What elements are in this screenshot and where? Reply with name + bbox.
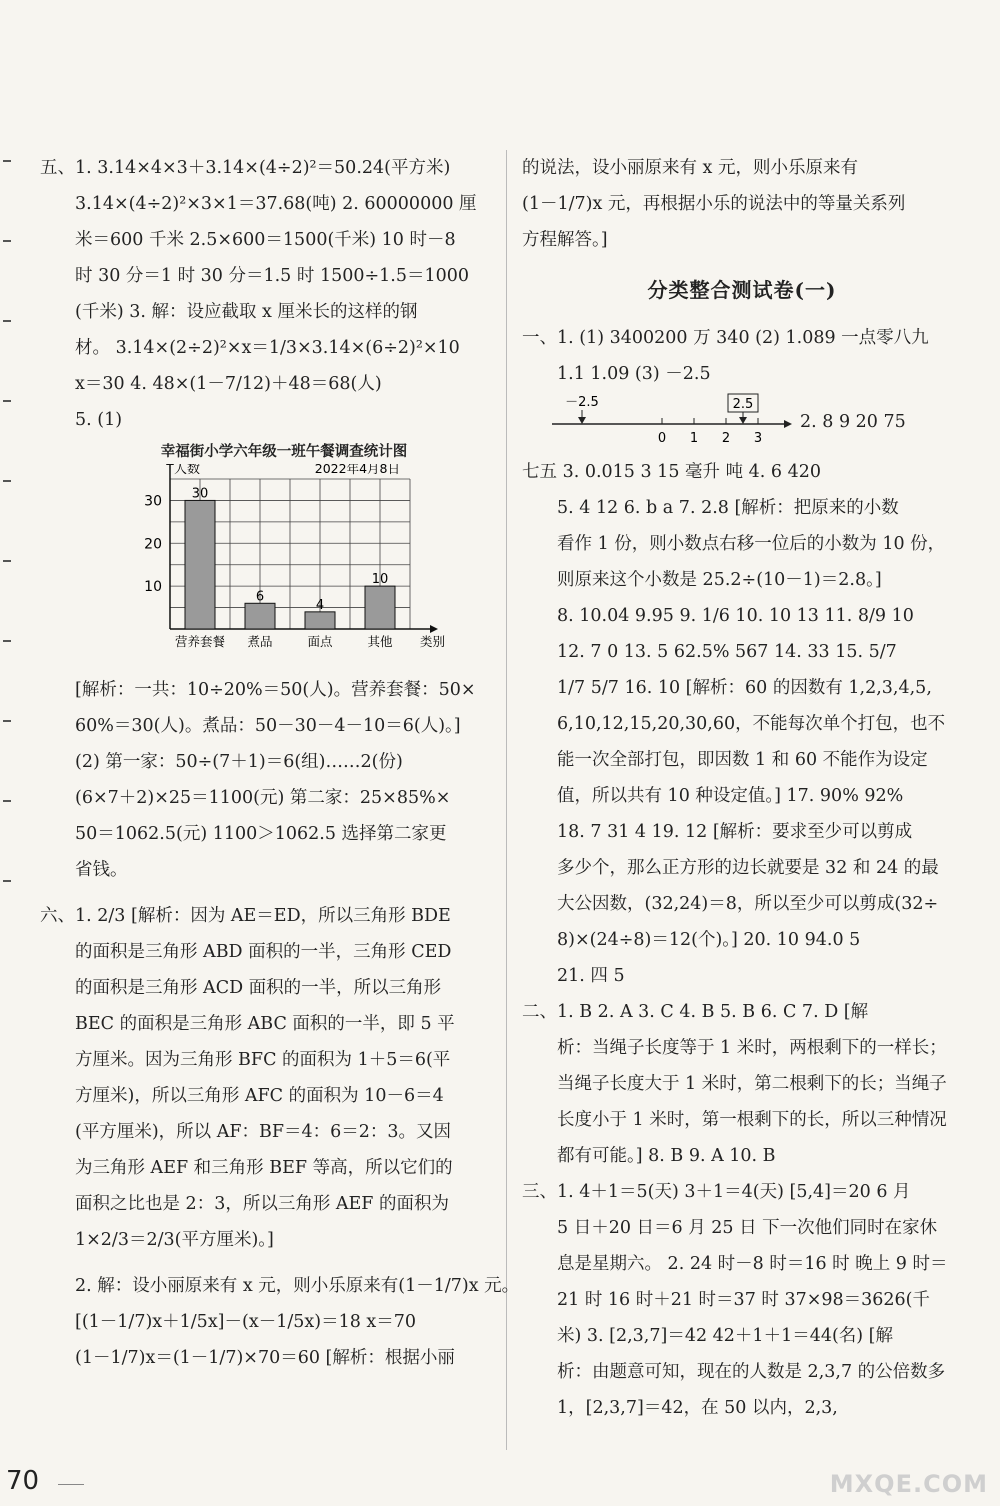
y-tick-label: 10 bbox=[144, 579, 162, 596]
text-line: 六、1. 2/3 [解析：因为 AE＝ED，所以三角形 BDE bbox=[40, 906, 451, 926]
x-tick-label: 其他 bbox=[367, 634, 393, 649]
text-line: 方厘米)，所以三角形 AFC 的面积为 10－6＝4 bbox=[75, 1086, 444, 1106]
text-line: [(1－1/7)x＋1/5x]－(x－1/5x)＝18 x＝70 bbox=[75, 1312, 417, 1332]
x-tick-label: 营养套餐 bbox=[174, 634, 226, 649]
text-line: (6×7＋2)×25＝1100(元) 第二家：25×85%× bbox=[75, 788, 451, 808]
text-line: 面积之比也是 2：3，所以三角形 AEF 的面积为 bbox=[75, 1194, 450, 1214]
x-axis-arrow bbox=[430, 625, 438, 633]
bar bbox=[245, 603, 275, 629]
text-line: 21. 四 5 bbox=[557, 966, 625, 986]
tick-label: 3 bbox=[753, 431, 763, 446]
text-line: 二、1. B 2. A 3. C 4. B 5. B 6. C 7. D [解 bbox=[522, 1002, 869, 1022]
page-binding-edge bbox=[0, 150, 14, 910]
bar bbox=[365, 586, 395, 629]
text-line: 18. 7 31 4 19. 12 [解析：要求至少可以剪成 bbox=[557, 822, 913, 842]
bar bbox=[305, 612, 335, 629]
boxed-mark-label: 2.5 bbox=[732, 397, 754, 412]
text-line: 当绳子长度大于 1 米时，第二根剩下的长；当绳子 bbox=[557, 1074, 947, 1094]
text-line: 方厘米。因为三角形 BFC 的面积为 1＋5＝6(平 bbox=[75, 1050, 451, 1070]
right-column bbox=[522, 150, 962, 1426]
text-line: 60%＝30(人)。煮品：50－30－4－10＝6(人)。] bbox=[75, 716, 461, 736]
text-line: 12. 7 0 13. 5 62.5% 567 14. 33 15. 5/7 bbox=[557, 642, 897, 662]
bar-value-label: 10 bbox=[371, 572, 389, 588]
left-column bbox=[40, 150, 520, 1376]
text-line: [解析：一共：10÷20%＝50(人)。营养套餐：50× bbox=[75, 680, 476, 700]
mark-label: －2.5 bbox=[565, 395, 599, 410]
text-line: 1，[2,3,7]＝42，在 50 以内，2,3, bbox=[557, 1398, 838, 1418]
text-line: 2. 8 9 20 75 bbox=[800, 412, 906, 432]
chart-title: 幸福街小学六年级一班午餐调查统计图 bbox=[160, 443, 408, 460]
text-line: 8)×(24÷8)＝12(个)。] 20. 10 94.0 5 bbox=[557, 930, 861, 950]
text-line: 8. 10.04 9.95 9. 1/6 10. 10 13 11. 8/9 10 bbox=[557, 606, 914, 626]
text-line: 1/7 5/7 16. 10 [解析：60 的因数有 1,2,3,4,5, bbox=[557, 678, 932, 698]
text-line: 米＝600 千米 2.5×600＝1500(千米) 10 时－8 bbox=[75, 230, 456, 250]
chart-date: 2022年4月8日 bbox=[314, 464, 400, 476]
text-line: 2. 解：设小丽原来有 x 元，则小乐原来有(1－1/7)x 元。 bbox=[75, 1276, 520, 1296]
text-line: 6,10,12,15,20,30,60，不能每次单个打包，也不 bbox=[557, 714, 946, 734]
y-axis-label: 人数 bbox=[174, 464, 201, 477]
text-line: (2) 第一家：50÷(7＋1)＝6(组)……2(份) bbox=[75, 752, 403, 772]
page-number: 70 bbox=[6, 1466, 40, 1496]
text-line: (1－1/7)x＝(1－1/7)×70＝60 [解析：根据小丽 bbox=[75, 1348, 455, 1368]
text-line: 为三角形 AEF 和三角形 BEF 等高，所以它们的 bbox=[75, 1158, 453, 1178]
text-line: 大公因数，(32,24)＝8，所以至少可以剪成(32÷ bbox=[557, 894, 939, 914]
y-axis-arrow bbox=[166, 464, 174, 465]
bar-chart bbox=[40, 464, 488, 659]
bar-value-label: 4 bbox=[315, 597, 325, 613]
text-line: 1.1 1.09 (3) －2.5 bbox=[557, 364, 711, 384]
text-line: 的面积是三角形 ABD 面积的一半，三角形 CED bbox=[75, 942, 452, 962]
text-line: 米) 3. [2,3,7]＝42 42＋1＋1＝44(名) [解 bbox=[557, 1326, 894, 1346]
text-line: 值，所以共有 10 种设定值。] 17. 90% 92% bbox=[557, 786, 904, 806]
text-line: 的说法，设小丽原来有 x 元，则小乐原来有 bbox=[522, 158, 858, 178]
text-line: 50＝1062.5(元) 1100＞1062.5 选择第二家更 bbox=[75, 824, 447, 844]
text-line: (千米) 3. 解：设应截取 x 厘米长的这样的钢 bbox=[75, 302, 418, 322]
text-line: 三、1. 4＋1＝5(天) 3＋1＝4(天) [5,4]＝20 6 月 bbox=[522, 1182, 911, 1202]
bar-value-label: 30 bbox=[191, 486, 209, 502]
text-line: 1×2/3＝2/3(平方厘米)。] bbox=[75, 1230, 274, 1250]
text-line: 21 时 16 时＋21 时＝37 时 37×98＝3626(千 bbox=[557, 1290, 931, 1310]
text-line: 七五 3. 0.015 3 15 毫升 吨 4. 6 420 bbox=[522, 462, 821, 482]
bar-value-label: 6 bbox=[255, 589, 265, 605]
text-line: 3.14×(4÷2)²×3×1＝37.68(吨) 2. 60000000 厘 bbox=[75, 194, 477, 214]
text-line: 则原来这个小数是 25.2÷(10－1)＝2.8。] bbox=[557, 570, 882, 590]
y-tick-label: 20 bbox=[144, 536, 162, 553]
text-line: 多少个，那么正方形的边长就要是 32 和 24 的最 bbox=[557, 858, 939, 878]
text-line: 五、1. 3.14×4×3＋3.14×(4÷2)²＝50.24(平方米) bbox=[40, 158, 451, 178]
page-number-rule bbox=[58, 1484, 84, 1485]
x-tick-label: 煮品 bbox=[247, 634, 273, 649]
bar bbox=[185, 500, 215, 629]
text-line: 材。 3.14×(2÷2)²×x＝1/3×3.14×(6÷2)²×10 bbox=[75, 338, 460, 358]
tick-label: 0 bbox=[657, 431, 667, 446]
number-line-row bbox=[522, 392, 962, 454]
section-title: 分类整合测试卷(一) bbox=[647, 278, 837, 302]
text-line: (平方厘米)，所以 AF：BF＝4：6＝2：3。又因 bbox=[75, 1122, 452, 1142]
x-axis-label: 类别 bbox=[420, 634, 446, 649]
text-line: 能一次全部打包，即因数 1 和 60 不能作为设定 bbox=[557, 750, 928, 770]
tick-label: 1 bbox=[689, 431, 699, 446]
x-tick-label: 面点 bbox=[307, 634, 333, 649]
text-line: x＝30 4. 48×(1－7/12)＋48＝68(人) bbox=[75, 374, 382, 394]
text-line: 都有可能。] 8. B 9. A 10. B bbox=[557, 1146, 776, 1166]
text-line: (1－1/7)x 元，再根据小乐的说法中的等量关系列 bbox=[522, 194, 906, 214]
text-line: 的面积是三角形 ACD 面积的一半，所以三角形 bbox=[75, 978, 442, 998]
text-line: 一、1. (1) 3400200 万 340 (2) 1.089 一点零八九 bbox=[522, 328, 929, 348]
text-line: 方程解答。] bbox=[522, 230, 608, 250]
text-line: 时 30 分＝1 时 30 分＝1.5 时 1500÷1.5＝1000 bbox=[75, 266, 470, 286]
y-tick-label: 30 bbox=[144, 493, 162, 510]
text-line: 5. 4 12 6. b a 7. 2.8 [解析：把原来的小数 bbox=[557, 498, 899, 518]
watermark-logo: MXQE.COM bbox=[829, 1470, 988, 1498]
text-line: 5 日＋20 日＝6 月 25 日 下一次他们同时在家休 bbox=[557, 1218, 938, 1238]
text-line: 析：由题意可知，现在的人数是 2,3,7 的公倍数多 bbox=[557, 1362, 946, 1382]
tick-label: 2 bbox=[721, 431, 731, 446]
text-line: 息是星期六。 2. 24 时－8 时＝16 时 晚上 9 时＝ bbox=[557, 1254, 948, 1274]
column-divider bbox=[506, 150, 507, 1450]
text-line: 省钱。 bbox=[75, 860, 128, 880]
text-line: 5. (1) bbox=[75, 410, 123, 430]
text-line: 看作 1 份，则小数点右移一位后的小数为 10 份， bbox=[557, 534, 946, 554]
text-line: BEC 的面积是三角形 ABC 面积的一半，即 5 平 bbox=[75, 1014, 455, 1034]
text-line: 析：当绳子长度等于 1 米时，两根剩下的一样长； bbox=[557, 1038, 947, 1058]
text-line: 长度小于 1 米时，第一根剩下的长，所以三种情况 bbox=[557, 1110, 947, 1130]
